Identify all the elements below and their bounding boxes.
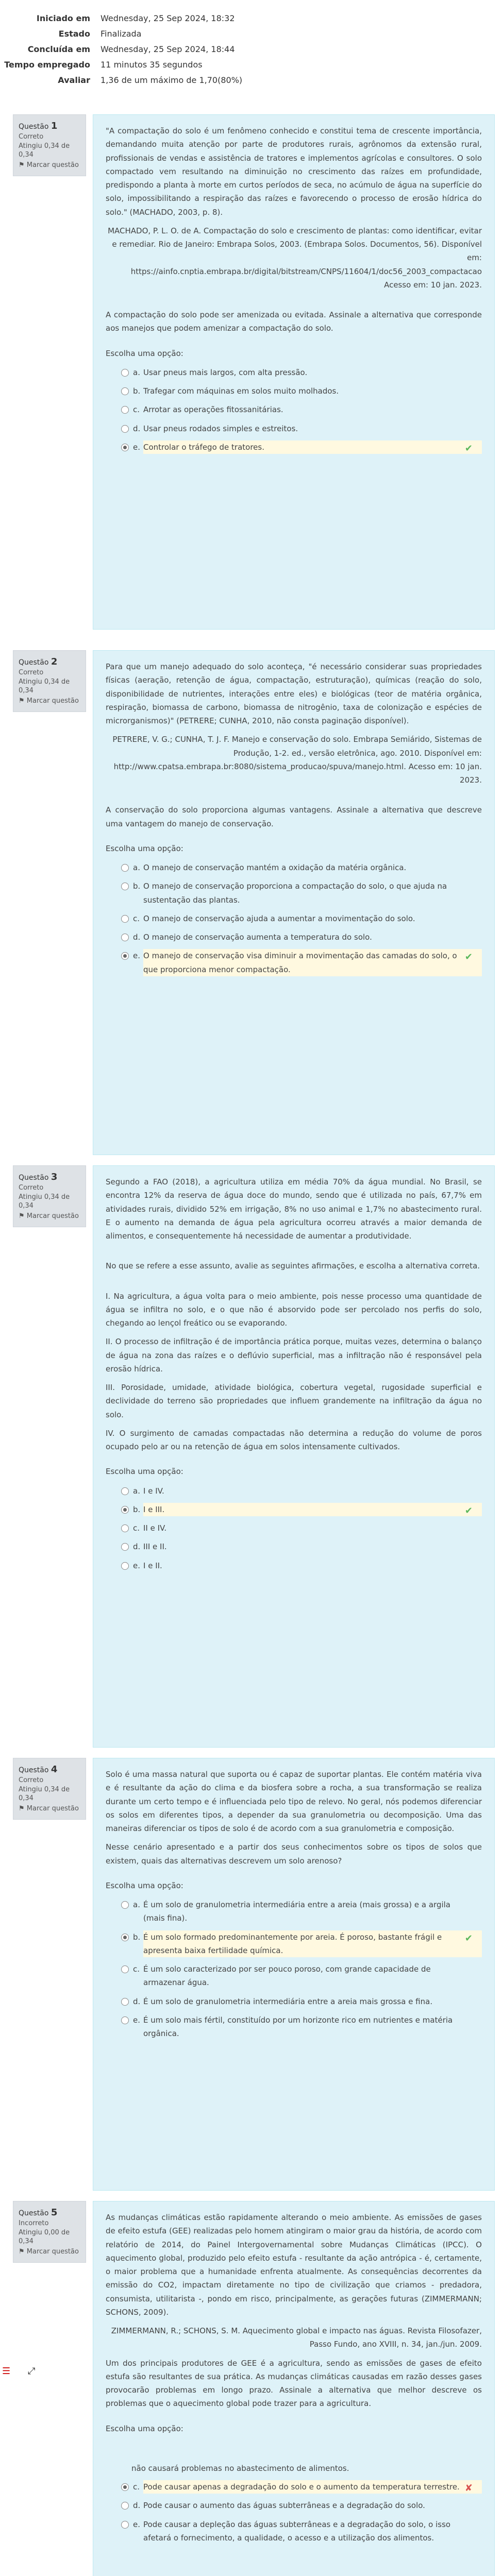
answer-option[interactable]: a. É um solo de granulometria intermediária entre a areia (mais grossa) e a argila (mais fina).	[106, 1895, 482, 1928]
statement-2: II. O processo de infiltração é de importância prática porque, muitas vezes, determina o balanço de água na zona das raízes e o deflúvio superficial, mas a infiltração não é responsável pela erosão hídrica.	[106, 1337, 482, 1374]
check-icon: ✔	[464, 952, 473, 963]
question-content	[93, 114, 495, 630]
question-grade: Atingiu 0,34 de 0,34	[19, 677, 70, 695]
radio-button[interactable]	[121, 369, 129, 377]
question-content	[93, 1165, 495, 1748]
answer-option-selected[interactable]: c. Pode causar apenas a degradação do solo e o aumento da temperatura terrestre. ✘	[106, 2478, 482, 2496]
check-icon: ✔	[464, 443, 473, 454]
answer-option-selected[interactable]: b. I e III. ✔	[106, 1500, 482, 1519]
question-stem: A conservação do solo proporciona algumas vantagens. Assinale a alternativa que descreve uma vantagem do manejo de conservação.	[106, 805, 482, 828]
answer-option-tail[interactable]: não causará problemas no abastecimento de alimentos.	[131, 2463, 349, 2473]
answer-option[interactable]: b. Trafegar com máquinas em solos muito molhados.	[106, 382, 482, 400]
radio-button[interactable]	[121, 1487, 129, 1495]
summary-value: 1,36 de um máximo de 1,70(80%)	[100, 75, 243, 85]
summary-value: Wednesday, 25 Sep 2024, 18:44	[100, 44, 235, 54]
question-state: Correto	[19, 1776, 44, 1785]
summary-value: 11 minutos 35 segundos	[100, 60, 203, 70]
question-number: Questão 3	[19, 1172, 58, 1182]
choose-prompt: Escolha uma opção:	[106, 348, 183, 358]
attempt-summary	[0, 11, 503, 89]
menu-icon[interactable]: ☰	[2, 2366, 11, 2377]
question-grade: Atingiu 0,34 de 0,34	[19, 1785, 70, 1803]
answer-option-selected[interactable]: e. O manejo de conservação visa diminuir a movimentação das camadas do solo, o que proporciona menor compactação. ✔	[106, 946, 482, 979]
summary-value: Wednesday, 25 Sep 2024, 18:32	[100, 13, 235, 23]
answer-option[interactable]: d. É um solo de granulometria intermediária entre a areia mais grossa e fina.	[106, 1992, 482, 2011]
answer-option[interactable]: d. Pode causar o aumento das águas subterrâneas e a degradação do solo.	[106, 2496, 482, 2515]
radio-button[interactable]	[121, 2016, 129, 2024]
flag-icon: ⚑	[19, 161, 25, 169]
radio-button[interactable]	[121, 1965, 129, 1973]
question-grade: Atingiu 0,34 de 0,34	[19, 1193, 70, 1210]
answer-option[interactable]: e. Pode causar a depleção das águas subterrâneas e a degradação do solo, o isso afetará o fornecimento, a qualidade, o acesso e a utilização dos alimentos.	[106, 2515, 482, 2548]
question-stem: A compactação do solo pode ser amenizada ou evitada. Assinale a alternativa que corresponde aos manejos que podem amenizar a compactação do solo.	[106, 310, 482, 333]
question-number: Questão 2	[19, 656, 58, 667]
radio-button[interactable]	[121, 406, 129, 414]
summary-value: Finalizada	[100, 29, 142, 39]
question-content	[93, 2201, 495, 2576]
question-stem: Um dos principais produtores de GEE é a agricultura, sendo as emissões de gases de efeito estufa são resultantes de sua prática. As mudanças climáticas causadas em razão desses gases provocarão problemas em longo prazo. Assinale a alternativa que melhor descreve os problemas que o aquecimento global pode trazer para a agricultura.	[106, 2358, 482, 2409]
answer-option-selected[interactable]: e. Controlar o tráfego de tratores. ✔	[106, 438, 482, 456]
answer-option[interactable]: c. O manejo de conservação ajuda a aumentar a movimentação do solo.	[106, 909, 482, 928]
reference: PETRERE, V. G.; CUNHA, T. J. F. Manejo e conservação do solo. Embrapa Semiárido, Sistemas de Produção, 1-2. ed., versão eletrônica, ago. 2010. Disponível em: http://www.cpatsa.embrapa.br:8080/sistema_producao/spuva/manejo.html. Acesso em: 10 jan. 2023.	[112, 735, 482, 785]
flag-question-button[interactable]: ⚑ Marcar questão	[19, 697, 79, 705]
radio-button[interactable]	[121, 1562, 129, 1570]
question-text: Para que um manejo adequado do solo aconteça, "é necessário considerar suas propriedades físicas (aeração, retenção de água, compactação, estruturação), químicas (reação do solo, disponibilidade de nutrientes, interações entre eles) e biológicas (teor de matéria orgânica, respiração, biomassa de carbono, biomassa de nitrogênio, taxa de colonização e espécies de microrganismos)" (PETRERE; CUNHA, 2010, não consta paginação disponível).	[106, 662, 482, 725]
check-icon: ✔	[464, 1933, 473, 1944]
cross-icon: ✘	[464, 2483, 473, 2494]
flag-icon: ⚑	[19, 697, 25, 705]
question-state: Incorreto	[19, 2219, 49, 2228]
answer-option[interactable]: d. III e II.	[106, 1537, 482, 1556]
question-state: Correto	[19, 133, 44, 141]
statement-1: I. Na agricultura, a água volta para o meio ambiente, pois nesse processo uma quantidade de água se infiltra no solo, e o que não é absorvido pode ser percolado nos perfis do solo, chegando ao lençol freático ou se evaporando.	[106, 1291, 482, 1328]
radio-button[interactable]	[121, 883, 129, 890]
radio-button[interactable]	[121, 1543, 129, 1551]
radio-button[interactable]	[121, 1901, 129, 1909]
question-number: Questão 4	[19, 1764, 58, 1775]
radio-button[interactable]	[121, 1998, 129, 2006]
summary-key: Concluída em	[27, 44, 90, 54]
question-text: As mudanças climáticas estão rapidamente alterando o meio ambiente. As emissões de gases de efeito estufa (GEE) realizadas pelo homem atingiram o maior grau da história, de acordo com relatório de 2014, do Painel Intergovernamental sobre Mudanças Climáticas (IPCC). O aquecimento global, produzido pelo efeito estufa - resultante da ação antrópica - é, certamente, o maior problema que a humanidade enfrenta atualmente. As consequências decorrentes da emissão do CO2, impactam diretamente no tipo de civilização que criamos - predadora, consumista, utilitarista -, pondo em risco, principalmente, as gerações futuras (ZIMMERMANN; SCHONS, 2009).	[106, 2213, 482, 2317]
radio-button[interactable]	[121, 2502, 129, 2510]
answer-option-selected[interactable]: b. É um solo formado predominantemente por areia. É poroso, bastante frágil e apresenta baixa fertilidade química. ✔	[106, 1928, 482, 1960]
reference-link[interactable]: http://www.cpatsa.embrapa.br:8080/sistema_producao/spuva/manejo.html. Acesso em: 10 jan. 2023.	[113, 761, 482, 785]
answer-option[interactable]: c. É um solo caracterizado por ser pouco poroso, com grande capacidade de armazenar água.	[106, 1960, 482, 1992]
flag-icon: ⚑	[19, 2247, 25, 2256]
reference: MACHADO, P. L. O. de A. Compactação do solo e crescimento de plantas: como identificar, evitar e remediar. Rio de Janeiro: Embrapa Solos, 2003. (Embrapa Solos. Documentos, 56). Disponível em: https://ainfo.cnptia.embrapa.br/digital/bitstream/CNPS/11604/1/doc56_2003_compactacao Acesso em: 10 jan. 2023.	[108, 226, 482, 290]
answer-option[interactable]: a. Usar pneus mais largos, com alta pressão.	[106, 363, 482, 382]
radio-button[interactable]	[121, 425, 129, 433]
answer-option[interactable]: d. O manejo de conservação aumenta a temperatura do solo.	[106, 928, 482, 946]
answer-option[interactable]: c. II e IV.	[106, 1519, 482, 1537]
question-content	[93, 1758, 495, 2191]
question-info	[13, 650, 86, 712]
question-text: Segundo a FAO (2018), a agricultura utiliza em média 70% da água mundial. No Brasil, se encontra 12% da reserva de água doce do mundo, sendo que é utilizada no país, 67,7% em atividades rurais, dividido 52% em irrigação, 8% no uso animal e 1,7% no abastecimento rural. E o aumento na demanda de água pela agricultura ocorreu através a maior demanda de alimentos, e consequentemente há necessidade de aumentar a produtividade.	[106, 1177, 482, 1241]
question-state: Correto	[19, 669, 44, 677]
answer-option[interactable]: e. É um solo mais fértil, constituído por um horizonte rico em nutrientes e matéria orgânica.	[106, 2011, 482, 2043]
radio-button[interactable]	[121, 387, 129, 395]
question-state: Correto	[19, 1184, 44, 1192]
reference: ZIMMERMANN, R.; SCHONS, S. M. Aquecimento global e impacto nas águas. Revista Filosofazer, Passo Fundo, ano XVIII, n. 34, jan./jun. 2009.	[111, 2326, 482, 2349]
flag-question-button[interactable]: ⚑ Marcar questão	[19, 1212, 79, 1220]
question-info	[13, 114, 86, 176]
answer-option[interactable]: e. I e II.	[106, 1556, 482, 1575]
radio-button[interactable]	[121, 1934, 129, 1941]
flag-question-button[interactable]: ⚑ Marcar questão	[19, 1804, 79, 1812]
summary-key: Tempo empregado	[4, 60, 90, 70]
question-stem: No que se refere a esse assunto, avalie as seguintes afirmações, e escolha a alternativa correta.	[106, 1261, 480, 1271]
flag-icon: ⚑	[19, 1804, 25, 1812]
question-text: "A compactação do solo é um fenômeno conhecido e constitui tema de crescente importância, demandando muita atenção por parte de produtores rurais, agrônomos da extensão rural, profissionais de vendas e assistência de tratores e implementos agrícolas e consultores. O solo compactado vem resultando na diminuição no crescimento das raízes em profundidade, predispondo a planta à morte em curtos períodos de seca, no acúmulo de água na superfície do solo, impossibilitando a respiração das raízes e favorecendo o processo de erosão hídrica do solo." (MACHADO, 2003, p. 8).	[106, 126, 482, 217]
choose-prompt: Escolha uma opção:	[106, 843, 183, 853]
summary-key: Iniciado em	[36, 13, 90, 23]
reference-link[interactable]: https://ainfo.cnptia.embrapa.br/digital/bitstream/CNPS/11604/1/doc56_2003_compactacao	[130, 266, 482, 276]
answer-option[interactable]: b. O manejo de conservação proporciona a compactação do solo, o que ajuda na sustentação das plantas.	[106, 877, 482, 909]
answer-option[interactable]: a. O manejo de conservação mantém a oxidação da matéria orgânica.	[106, 858, 482, 877]
choose-prompt: Escolha uma opção:	[106, 2424, 183, 2433]
flag-question-button[interactable]: ⚑ Marcar questão	[19, 2247, 79, 2256]
flag-icon: ⚑	[19, 1212, 25, 1220]
radio-button[interactable]	[121, 952, 129, 960]
question-grade: Atingiu 0,34 de 0,34	[19, 142, 70, 159]
check-icon: ✔	[464, 1505, 473, 1516]
question-number: Questão 1	[19, 121, 58, 131]
question-content	[93, 650, 495, 1155]
question-info	[13, 1758, 86, 1820]
summary-key: Avaliar	[58, 75, 90, 85]
question-info	[13, 2201, 86, 2263]
question-info	[13, 1165, 86, 1227]
radio-button[interactable]	[121, 934, 129, 941]
question-grade: Atingiu 0,00 de 0,34	[19, 2228, 70, 2246]
radio-button[interactable]	[121, 1524, 129, 1532]
radio-button[interactable]	[121, 915, 129, 923]
statement-4: IV. O surgimento de camadas compactadas não determina a redução do volume de poros ocupado pelo ar ou na retenção de água em solos intensamente cultivados.	[106, 1428, 482, 1451]
question-number: Questão 5	[19, 2207, 58, 2218]
question-stem: Nesse cenário apresentado e a partir dos seus conhecimentos sobre os tipos de solos que existem, quais das alternativas descrevem um solo arenoso?	[106, 1842, 482, 1866]
summary-key: Estado	[58, 29, 90, 39]
question-text: Solo é uma massa natural que suporta ou é capaz de suportar plantas. Ele contém matéria viva e é resultante da ação do clima e da biosfera sobre a rocha, a sua transformação se realiza durante um certo tempo e é influenciada pelo tipo de relevo. No geral, nós podemos diferenciar os solos em diferentes tipos, a depender da sua granulometria ou decomposição. Uma das maneiras diferenciar os tipos de solo é de acordo com a sua granulometria e composição.	[106, 1770, 482, 1833]
choose-prompt: Escolha uma opção:	[106, 1467, 183, 1477]
radio-button[interactable]	[121, 864, 129, 872]
choose-prompt: Escolha uma opção:	[106, 1880, 183, 1890]
radio-button[interactable]	[121, 444, 129, 451]
answer-option[interactable]: c. Arrotar as operações fitossanitárias.	[106, 400, 482, 419]
radio-button[interactable]	[121, 2483, 129, 2491]
radio-button[interactable]	[121, 2521, 129, 2529]
answer-option[interactable]: a. I e IV.	[106, 1482, 482, 1500]
flag-question-button[interactable]: ⚑ Marcar questão	[19, 161, 79, 169]
answer-option[interactable]: d. Usar pneus rodados simples e estreitos.	[106, 419, 482, 438]
radio-button[interactable]	[121, 1506, 129, 1514]
statement-3: III. Porosidade, umidade, atividade biológica, cobertura vegetal, rugosidade superficial e declividade do terreno são propriedades que influem grandemente na infiltração da água no solo.	[106, 1383, 482, 1419]
expand-icon[interactable]: ⤢	[28, 2366, 36, 2377]
